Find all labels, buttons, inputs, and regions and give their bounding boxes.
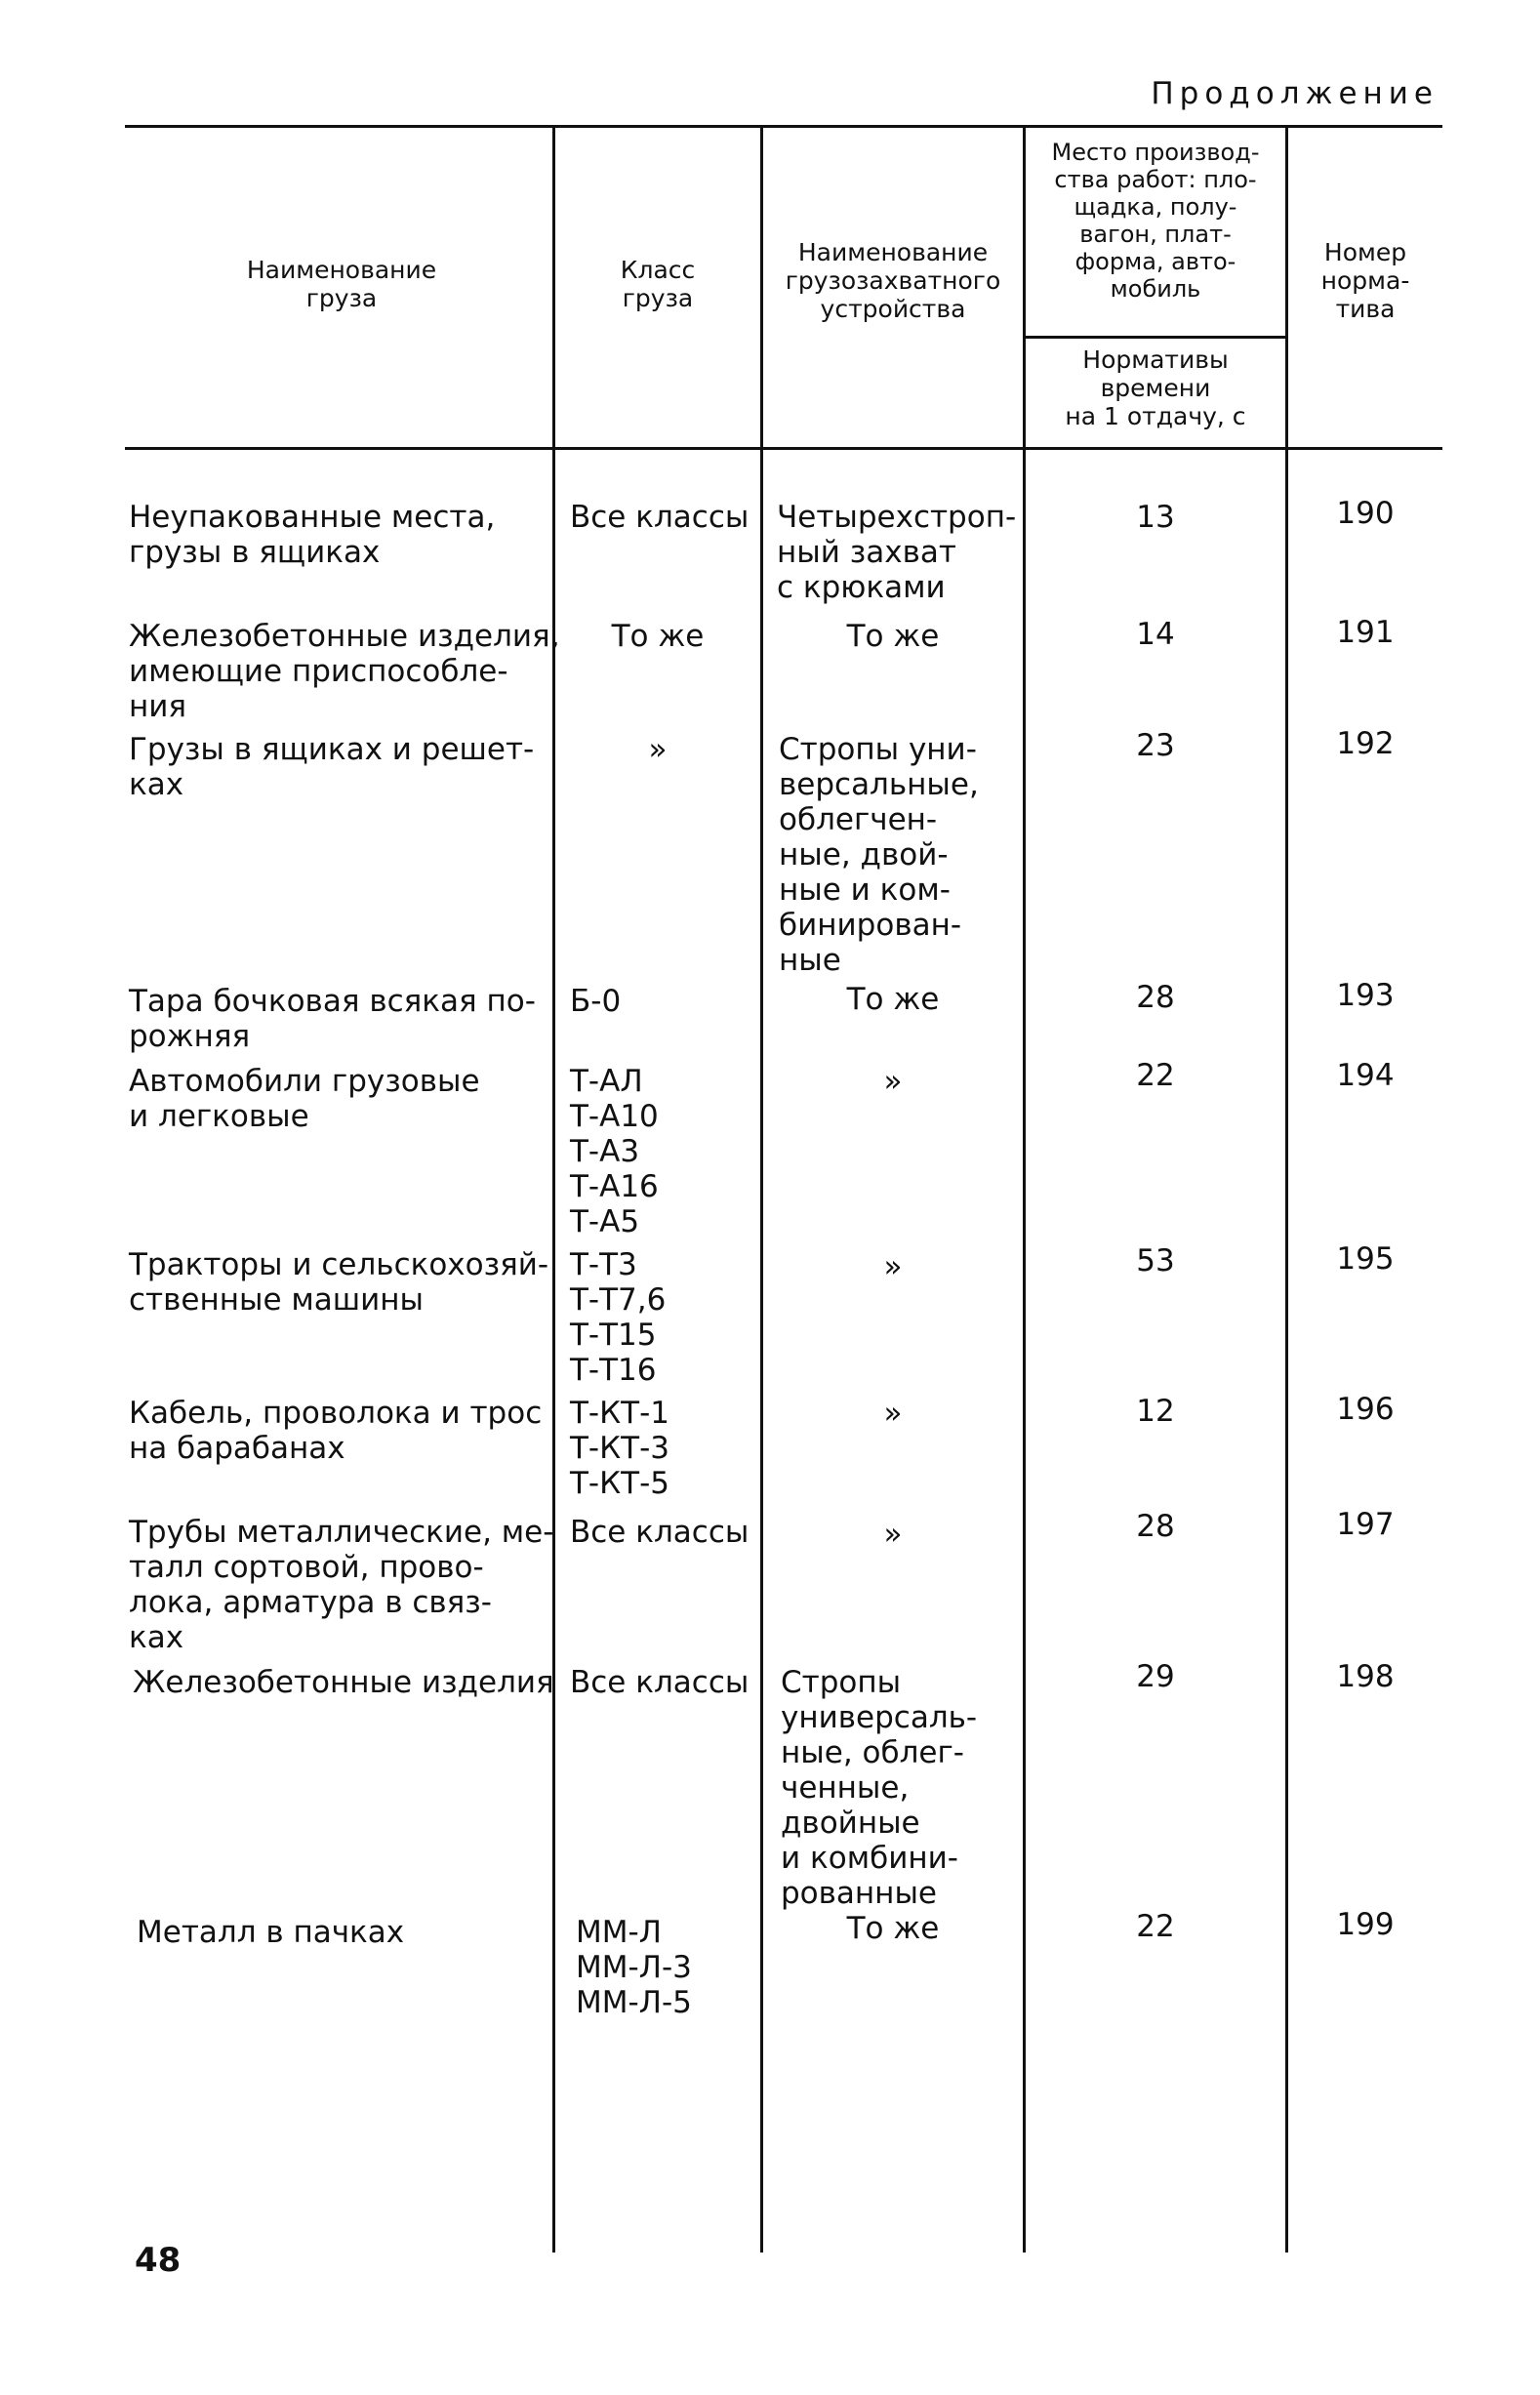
row-6-number: 195 xyxy=(1336,1241,1395,1277)
row-6-time: 53 xyxy=(1136,1243,1175,1279)
header-sub-rule xyxy=(1025,336,1286,339)
row-5-name: Автомобили грузовые и легковые xyxy=(129,1064,480,1134)
row-2-time: 14 xyxy=(1136,617,1175,652)
row-4-number: 193 xyxy=(1336,978,1395,1013)
row-8-number: 197 xyxy=(1336,1507,1395,1542)
table-top-rule xyxy=(125,125,1442,128)
row-6-name: Тракторы и сельскохозяй- ственные машины xyxy=(129,1247,549,1318)
row-9-device: Стропы универсаль- ные, облег- ченные, двойные и комбини- рованные xyxy=(781,1665,978,1911)
row-7-name: Кабель, проволока и трос на барабанах xyxy=(129,1396,543,1466)
row-4-name: Тара бочковая всякая по- рожняя xyxy=(129,984,536,1054)
row-7-class: Т-КТ-1 Т-КТ-3 Т-КТ-5 xyxy=(570,1396,669,1501)
row-3-name: Грузы в ящиках и решет- ках xyxy=(129,732,535,802)
header-cargo-class: Класс груза xyxy=(620,256,696,312)
row-4-class: Б-0 xyxy=(570,984,622,1019)
row-5-time: 22 xyxy=(1136,1058,1175,1093)
column-divider-1 xyxy=(552,125,555,2253)
row-7-time: 12 xyxy=(1136,1394,1175,1429)
row-7-number: 196 xyxy=(1336,1392,1395,1427)
row-10-class: ММ-Л ММ-Л-3 ММ-Л-5 xyxy=(576,1915,692,2020)
row-9-class: Все классы xyxy=(570,1665,750,1700)
header-device: Наименование грузозахватного устройства xyxy=(785,238,1001,323)
row-9-time: 29 xyxy=(1136,1659,1175,1694)
row-1-number: 190 xyxy=(1336,496,1395,531)
header-cargo-name: Наименование груза xyxy=(246,256,437,312)
row-8-class: Все классы xyxy=(570,1515,750,1550)
row-4-device: То же xyxy=(846,982,940,1017)
row-4-time: 28 xyxy=(1136,980,1175,1015)
row-1-name: Неупакованные места, грузы в ящиках xyxy=(129,500,496,570)
row-3-time: 23 xyxy=(1136,728,1175,763)
row-5-number: 194 xyxy=(1336,1058,1395,1093)
row-10-time: 22 xyxy=(1136,1909,1175,1944)
row-5-device: » xyxy=(883,1064,903,1099)
row-1-device: Четырехстроп- ный захват с крюками xyxy=(777,500,1017,605)
page-number: 48 xyxy=(135,2241,182,2280)
row-9-name: Железобетонные изделия xyxy=(133,1665,554,1700)
row-10-name: Металл в пачках xyxy=(137,1915,405,1950)
header-norm-number: Номер норма- тива xyxy=(1320,238,1410,323)
row-8-name: Трубы металлические, ме- талл сортовой, прово- лока, арматура в связ- ках xyxy=(129,1515,554,1655)
row-1-time: 13 xyxy=(1136,500,1175,535)
row-2-device: То же xyxy=(846,619,940,654)
row-2-class: То же xyxy=(611,619,705,654)
row-9-number: 198 xyxy=(1336,1659,1395,1694)
row-10-device: То же xyxy=(846,1911,940,1946)
row-6-class: Т-Т3 Т-Т7,6 Т-Т15 Т-Т16 xyxy=(570,1247,667,1388)
header-bottom-rule xyxy=(125,447,1442,450)
row-3-class: » xyxy=(648,732,668,767)
row-8-device: » xyxy=(883,1517,903,1552)
row-5-class: Т-АЛ Т-А10 Т-А3 Т-А16 Т-А5 xyxy=(570,1064,659,1239)
row-6-device: » xyxy=(883,1249,903,1284)
row-3-device: Стропы уни- версальные, облегчен- ные, двой- ные и ком- бинирован- ные xyxy=(779,732,979,978)
header-place: Место производ- ства работ: пло- щадка, полу- вагон, плат- форма, авто- мобиль xyxy=(1051,139,1260,303)
row-7-device: » xyxy=(883,1396,903,1431)
row-2-number: 191 xyxy=(1336,615,1395,650)
row-2-name: Железобетонные изделия, имеющие приспособле- ния xyxy=(129,619,560,724)
continuation-label: Продолжение xyxy=(1151,76,1439,111)
row-10-number: 199 xyxy=(1336,1907,1395,1942)
row-8-time: 28 xyxy=(1136,1509,1175,1544)
row-1-class: Все классы xyxy=(570,500,750,535)
header-time-norm: Нормативы времени на 1 отдачу, с xyxy=(1065,345,1246,430)
row-3-number: 192 xyxy=(1336,726,1395,761)
